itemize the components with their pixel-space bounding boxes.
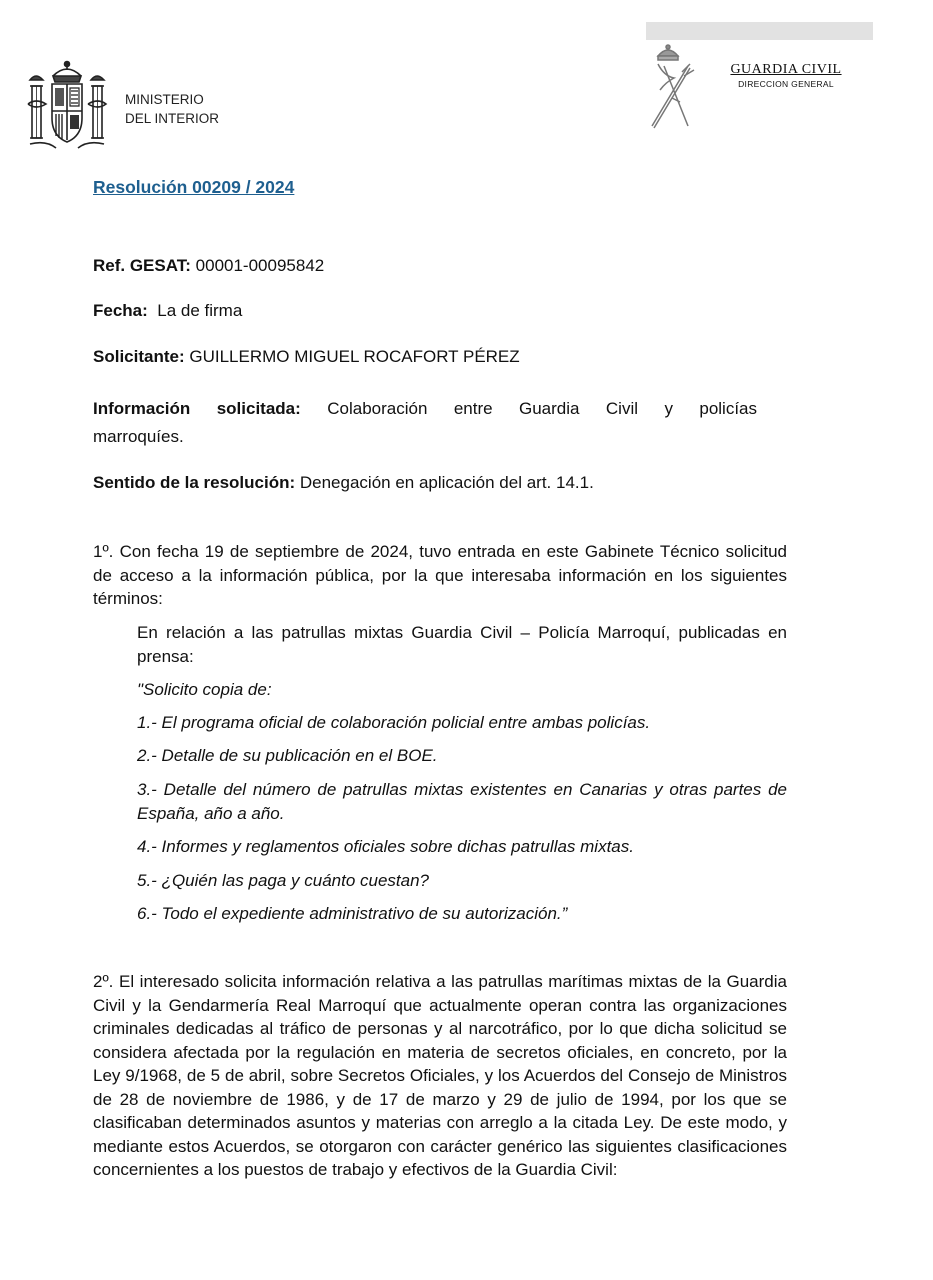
guardia-civil-emblem-icon — [644, 42, 696, 132]
quote-lead: "Solicito copia de: — [137, 680, 272, 699]
quote-item-6: 6.- Todo el expediente administrativo de su autorización.” — [137, 904, 568, 923]
quote-item-4: 4.- Informes y reglamentos oficiales sobre dichas patrullas mixtas. — [137, 837, 634, 856]
quote-item-5: 5.- ¿Quién las paga y cuánto cuestan? — [137, 871, 430, 890]
solicitante-value: GUILLERMO MIGUEL ROCAFORT PÉREZ — [189, 347, 520, 366]
guardia-civil-header — [726, 62, 846, 89]
quote-item-3: 3.- Detalle del número de patrullas mixtas existentes en Canarias y otras partes de España, año a año. — [137, 780, 787, 823]
quote-item-1: 1.- El programa oficial de colaboración policial entre ambas policías. — [137, 713, 651, 732]
info-value-continuation: marroquíes. — [93, 427, 184, 446]
gc-subtitle: DIRECCION GENERAL — [738, 79, 834, 89]
ref-gesat-field — [93, 256, 324, 276]
ministry-line2: DEL INTERIOR — [125, 111, 220, 126]
resolution-title: Resolución 00209 / 2024 — [93, 177, 295, 197]
quote-intro: En relación a las patrullas mixtas Guardia Civil – Policía Marroquí, publicadas en prensa: — [137, 623, 787, 666]
sentido-value: Denegación en aplicación del art. 14.1. — [299, 473, 594, 492]
quote-item-2: 2.- Detalle de su publicación en el BOE. — [137, 746, 438, 765]
ministry-line1: MINISTERIO — [125, 92, 204, 107]
info-value-line1: Colaboración entre Guardia Civil y policías — [327, 399, 758, 418]
spain-coat-of-arms-icon — [26, 56, 108, 154]
info-solicitada-field — [93, 392, 757, 426]
paragraph-2: 2º. El interesado solicita información relativa a las patrullas marítimas mixtas de la Guardia Civil y la Gendarmería Real Marroquí que actualmente operan contra las organizaciones criminales dedicadas al tráfico de personas y al narcotráfico, por lo que dicha solicitud se considera afectada por la regulación en materia de secretos oficiales, en concreto, por la Ley 9/1968, de 5 de abril, sobre Secretos Oficiales, y los Acuerdos del Consejo de Ministros de 28 de noviembre de 1986, y de 17 de marzo y 29 de julio de 1994, por los que se clasificaban determinados asuntos y materias con arreglo a la citada Ley. De este modo, y mediante estos Acuerdos, se otorgaron con carácter genérico las siguientes clasificaciones concernientes a los puestos de trabajo y efectivos de la Guardia Civil: — [93, 972, 787, 1179]
redaction-bar — [646, 22, 873, 40]
sentido-field — [93, 473, 594, 493]
fecha-field — [93, 301, 242, 321]
gc-name: GUARDIA CIVIL — [730, 62, 842, 77]
ref-value: 00001-00095842 — [195, 256, 325, 275]
sentido-label: Sentido de la resolución: — [93, 473, 296, 492]
info-label: Información solicitada: — [93, 399, 301, 418]
solicitante-label: Solicitante: — [93, 347, 185, 366]
ministry-name — [125, 90, 219, 128]
ref-label: Ref. GESAT: — [93, 256, 191, 275]
fecha-label: Fecha: — [93, 301, 148, 320]
solicitante-field — [93, 347, 520, 367]
paragraph-1: 1º. Con fecha 19 de septiembre de 2024, tuvo entrada en este Gabinete Técnico solicitud de acceso a la información pública, por la que interesaba información en los siguientes términos: — [93, 542, 787, 608]
fecha-value: La de firma — [157, 301, 243, 320]
